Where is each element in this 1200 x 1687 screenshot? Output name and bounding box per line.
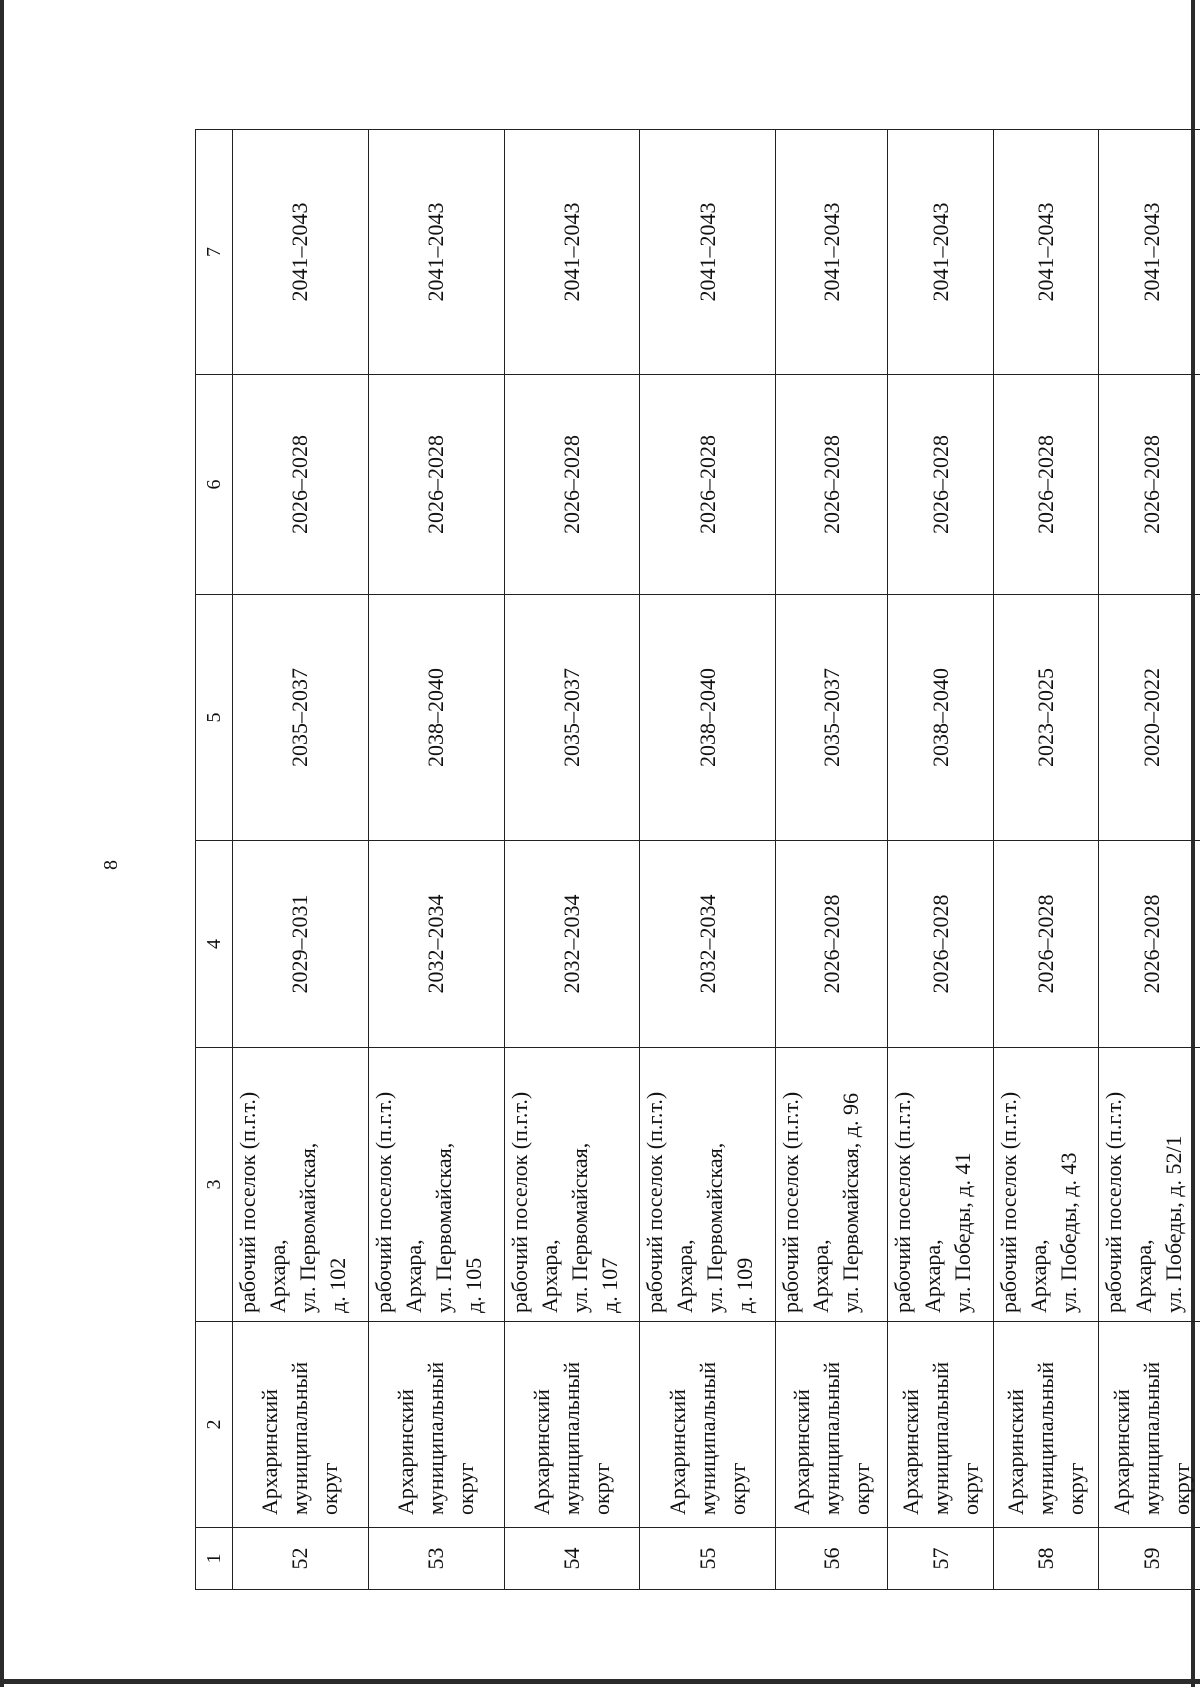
address-line: рабочий поселок (п.г.т.): [995, 1091, 1021, 1313]
period-col-4: 2026–2028: [993, 841, 1099, 1048]
municipality-line: муниципальный: [423, 1361, 449, 1515]
municipality-line: округ: [848, 1462, 874, 1515]
row-number: 52: [233, 1528, 369, 1590]
address-cell: [368, 1048, 504, 1322]
municipality-cell: [368, 1322, 504, 1528]
address-line: рабочий поселок (п.г.т.): [235, 1091, 260, 1313]
column-header: 7: [196, 130, 233, 375]
scan-border-bottom: [0, 1679, 1200, 1684]
municipality-cell: [776, 1322, 888, 1528]
municipality-line: округ: [588, 1462, 614, 1515]
municipality-line: округ: [957, 1462, 983, 1515]
period-col-7: 2041–2043: [993, 130, 1099, 375]
period-col-5: 2035–2037: [233, 595, 369, 841]
address-line: рабочий поселок (п.г.т.): [506, 1091, 532, 1313]
row-number: 57: [888, 1528, 994, 1590]
period-col-4: 2029–2031: [233, 841, 369, 1048]
municipality-line: муниципальный: [287, 1361, 313, 1515]
municipality-line: муниципальный: [927, 1361, 953, 1515]
period-col-6: 2026–2028: [504, 375, 640, 595]
row-number: 58: [993, 1528, 1099, 1590]
table-row: [993, 130, 1099, 1590]
row-number: 55: [640, 1528, 776, 1590]
schedule-table: [195, 129, 1200, 1590]
municipality-cell: [888, 1322, 994, 1528]
municipality-cell: [233, 1322, 369, 1528]
municipality-line: округ: [317, 1462, 343, 1515]
municipality-cell: [1099, 1322, 1200, 1528]
page-number: 8: [100, 860, 122, 870]
address-line: Архара,: [400, 1239, 426, 1313]
period-col-6: 2026–2028: [1099, 375, 1200, 595]
address-cell: [888, 1048, 994, 1322]
municipality-line: Архаринский: [788, 1389, 814, 1515]
municipality-line: Архаринский: [257, 1389, 283, 1515]
address-line: Архара,: [808, 1239, 834, 1313]
address-line: ул. Победы, д. 43: [1055, 1152, 1081, 1313]
address-cell: [1099, 1048, 1200, 1322]
address-line: Архара,: [265, 1239, 290, 1313]
address-cell: [640, 1048, 776, 1322]
municipality-line: Архаринский: [528, 1389, 554, 1515]
address-line: д. 102: [325, 1257, 350, 1313]
period-col-5: 2020–2022: [1099, 595, 1200, 841]
municipality-line: муниципальный: [1033, 1361, 1059, 1515]
address-line: ул. Победы, д. 52/1: [1161, 1135, 1187, 1313]
municipality-line: округ: [1063, 1462, 1089, 1515]
address-line: д. 109: [732, 1257, 758, 1313]
table-row: [640, 130, 776, 1590]
address-cell: [233, 1048, 369, 1322]
period-col-4: 2032–2034: [504, 841, 640, 1048]
column-header: 6: [196, 375, 233, 595]
period-col-7: 2041–2043: [1099, 130, 1200, 375]
municipality-cell: [504, 1322, 640, 1528]
period-col-7: 2041–2043: [504, 130, 640, 375]
address-line: рабочий поселок (п.г.т.): [1101, 1091, 1127, 1313]
period-col-7: 2041–2043: [776, 130, 888, 375]
period-col-6: 2026–2028: [776, 375, 888, 595]
address-line: рабочий поселок (п.г.т.): [370, 1091, 396, 1313]
address-line: Архара,: [1131, 1239, 1157, 1313]
municipality-line: муниципальный: [558, 1361, 584, 1515]
row-number: 53: [368, 1528, 504, 1590]
period-col-6: 2026–2028: [233, 375, 369, 595]
column-header: 3: [196, 1048, 233, 1322]
column-header: 5: [196, 595, 233, 841]
address-cell: [504, 1048, 640, 1322]
address-line: д. 107: [596, 1257, 622, 1313]
municipality-line: Архаринский: [664, 1389, 690, 1515]
address-line: рабочий поселок (п.г.т.): [778, 1091, 804, 1313]
period-col-5: 2035–2037: [504, 595, 640, 841]
period-col-4: 2026–2028: [776, 841, 888, 1048]
period-col-5: 2035–2037: [776, 595, 888, 841]
period-col-6: 2026–2028: [888, 375, 994, 595]
table-row: [1099, 130, 1200, 1590]
municipality-line: Архаринский: [1003, 1389, 1029, 1515]
period-col-5: 2038–2040: [888, 595, 994, 841]
period-col-4: 2032–2034: [640, 841, 776, 1048]
municipality-line: Архаринский: [393, 1389, 419, 1515]
period-col-6: 2026–2028: [368, 375, 504, 595]
period-col-4: 2026–2028: [888, 841, 994, 1048]
column-header: 4: [196, 841, 233, 1048]
address-cell: [776, 1048, 888, 1322]
municipality-line: округ: [724, 1462, 750, 1515]
address-line: Архара,: [536, 1239, 562, 1313]
address-line: ул. Первомайская, д. 96: [838, 1093, 864, 1313]
address-line: Архара,: [672, 1239, 698, 1313]
address-line: ул. Первомайская,: [295, 1142, 320, 1313]
row-number: 54: [504, 1528, 640, 1590]
address-line: Архара,: [1025, 1239, 1051, 1313]
municipality-line: Архаринский: [1108, 1389, 1134, 1515]
row-number: 56: [776, 1528, 888, 1590]
municipality-line: округ: [453, 1462, 479, 1515]
municipality-line: Архаринский: [897, 1389, 923, 1515]
address-line: рабочий поселок (п.г.т.): [642, 1091, 668, 1313]
address-line: ул. Первомайская,: [430, 1142, 456, 1313]
municipality-line: округ: [1168, 1462, 1194, 1515]
period-col-5: 2038–2040: [368, 595, 504, 841]
period-col-7: 2041–2043: [368, 130, 504, 375]
table-row: [888, 130, 994, 1590]
address-line: рабочий поселок (п.г.т.): [890, 1091, 916, 1313]
period-col-6: 2026–2028: [640, 375, 776, 595]
column-header: 2: [196, 1322, 233, 1528]
address-line: ул. Первомайская,: [566, 1142, 592, 1313]
address-line: ул. Первомайская,: [702, 1142, 728, 1313]
row-number: 59: [1099, 1528, 1200, 1590]
period-col-5: 2038–2040: [640, 595, 776, 841]
scan-border-left: [0, 0, 4, 1687]
municipality-cell: [993, 1322, 1099, 1528]
address-line: Архара,: [920, 1239, 946, 1313]
rotated-table-container: [195, 130, 1200, 1590]
address-line: д. 105: [460, 1257, 486, 1313]
table-row: [776, 130, 888, 1590]
period-col-4: 2032–2034: [368, 841, 504, 1048]
table-row: [368, 130, 504, 1590]
period-col-5: 2023–2025: [993, 595, 1099, 841]
municipality-line: муниципальный: [1138, 1361, 1164, 1515]
table-row: [504, 130, 640, 1590]
period-col-7: 2041–2043: [640, 130, 776, 375]
address-line: ул. Победы, д. 41: [950, 1152, 976, 1313]
municipality-line: муниципальный: [818, 1361, 844, 1515]
column-header: 1: [196, 1528, 233, 1590]
period-col-6: 2026–2028: [993, 375, 1099, 595]
period-col-7: 2041–2043: [233, 130, 369, 375]
table-row: [233, 130, 369, 1590]
address-cell: [993, 1048, 1099, 1322]
period-col-7: 2041–2043: [888, 130, 994, 375]
period-col-4: 2026–2028: [1099, 841, 1200, 1048]
municipality-cell: [640, 1322, 776, 1528]
header-row: [196, 130, 233, 1590]
municipality-line: муниципальный: [694, 1361, 720, 1515]
